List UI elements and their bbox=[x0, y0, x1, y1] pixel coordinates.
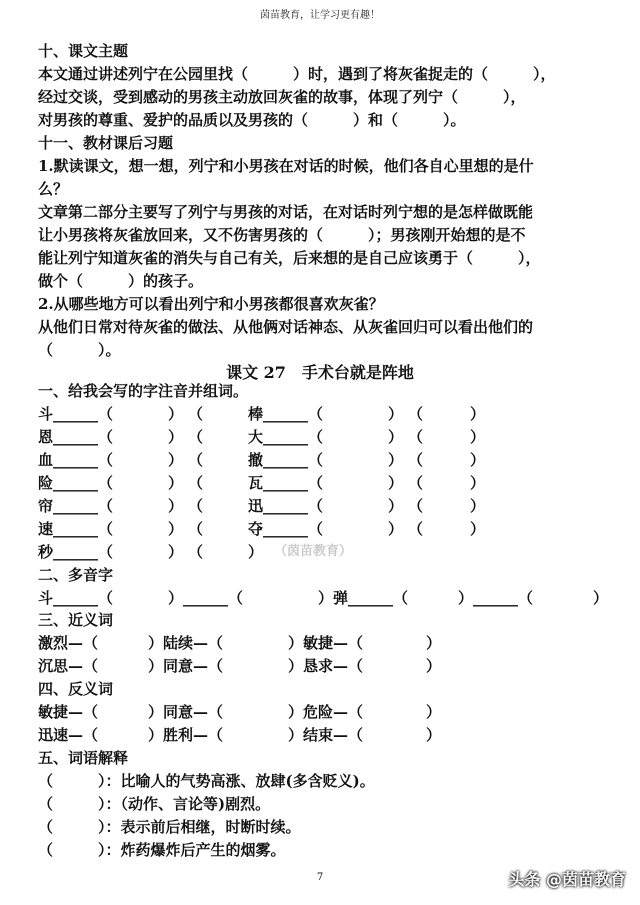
section-11-line-3: 文章第二部分主要写了列宁与男孩的对话，在对话时列宁想的是怎样做既能 bbox=[38, 203, 534, 221]
antonym-seg: ） bbox=[426, 726, 442, 744]
definition-line: （ ）：表示前后相继，时断时续。 bbox=[38, 818, 301, 836]
section-10-line-2: 经过交谈，受到感动的男孩主动放回灰雀的故事，体现了列宁（ ）， bbox=[38, 88, 526, 106]
synonym-row bbox=[38, 655, 458, 677]
part-1-heading: 一、给我会写的字注音并组词。 bbox=[38, 382, 249, 400]
close-paren: ） bbox=[248, 543, 264, 561]
polyphone-seg: ） bbox=[593, 589, 609, 607]
close-paren: ） bbox=[168, 428, 184, 446]
section-11-line-5: 能让列宁知道灰雀的消失与自己有关，后来想的是自己应该勇于（ ）， bbox=[38, 249, 541, 267]
synonym-seg: ） bbox=[426, 634, 442, 652]
char-row-right: 大______（ bbox=[248, 428, 324, 446]
char-row bbox=[38, 472, 598, 494]
definition-line: （ ）：比喻人的气势高涨、放肆(多含贬义)。 bbox=[38, 772, 375, 790]
close-paren: ） bbox=[388, 451, 404, 469]
char-row-right: 瓦______（ bbox=[248, 474, 324, 492]
open-paren: （ bbox=[188, 543, 204, 561]
open-paren: （ bbox=[188, 405, 204, 423]
char-row bbox=[38, 518, 598, 540]
brand-watermark: 头条 @茵苗教育 bbox=[508, 870, 626, 889]
close-paren: ） bbox=[470, 428, 486, 446]
antonym-seg: ）胜利—（ bbox=[148, 726, 224, 744]
section-10-line-1: 本文通过讲述列宁在公园里找（ ）时，遇到了将灰雀捉走的（ ）， bbox=[38, 65, 556, 83]
open-paren: （ bbox=[188, 497, 204, 515]
antonym-row bbox=[38, 701, 458, 723]
antonym-seg: 敏捷—（ bbox=[38, 703, 99, 721]
section-11-heading: 十一、教材课后习题 bbox=[38, 134, 174, 152]
char-row-left: 血______（ bbox=[38, 451, 114, 469]
section-11-line-9: （ ）。 bbox=[38, 341, 121, 359]
close-paren: ） bbox=[168, 405, 184, 423]
part-4-heading: 四、反义词 bbox=[38, 680, 114, 698]
section-11-line-4: 让小男孩将灰雀放回来，又不伤害男孩的（ ）；男孩刚开始想的是不 bbox=[38, 226, 526, 244]
synonym-seg: ） bbox=[426, 657, 442, 675]
synonym-seg: ）敏捷—（ bbox=[288, 634, 364, 652]
char-row-left: 斗______（ bbox=[38, 405, 114, 423]
polyphone-seg: ）弹______（ bbox=[318, 589, 409, 607]
char-row bbox=[38, 449, 598, 471]
close-paren: ） bbox=[470, 497, 486, 515]
synonym-seg: ）陆续—（ bbox=[148, 634, 224, 652]
close-paren: ） bbox=[388, 474, 404, 492]
page-header: 茵苗教育，让学习更有趣！ bbox=[260, 10, 380, 21]
char-row-left: 速______（ bbox=[38, 520, 114, 538]
char-row-left: 险______（ bbox=[38, 474, 114, 492]
antonym-seg: ）危险—（ bbox=[288, 703, 364, 721]
char-row bbox=[38, 426, 598, 448]
close-paren: ） bbox=[470, 451, 486, 469]
open-paren: （ bbox=[408, 405, 424, 423]
watermark: （茵苗教育） bbox=[274, 544, 353, 559]
section-11-line-6: 做个（ ）的孩子。 bbox=[38, 272, 204, 290]
char-row-left: 帘______（ bbox=[38, 497, 114, 515]
definition-line: （ ）：（动作、言论等)剧烈。 bbox=[38, 795, 271, 813]
antonym-row bbox=[38, 724, 458, 746]
open-paren: （ bbox=[188, 520, 204, 538]
char-row-right: 夺______（ bbox=[248, 520, 324, 538]
antonym-seg: ） bbox=[426, 703, 442, 721]
open-paren: （ bbox=[408, 474, 424, 492]
char-row-right: 棒______（ bbox=[248, 405, 324, 423]
section-11-line-8: 从他们日常对待灰雀的做法、从他俩对话神态、从灰雀回归可以看出他们的 bbox=[38, 318, 534, 336]
close-paren: ） bbox=[470, 520, 486, 538]
definition-line: （ ）：炸药爆炸后产生的烟雾。 bbox=[38, 841, 286, 859]
synonym-seg: 沉思—（ bbox=[38, 657, 99, 675]
antonym-seg: ）同意—（ bbox=[148, 703, 224, 721]
char-row-left: 秒______（ bbox=[38, 543, 114, 561]
close-paren: ） bbox=[168, 474, 184, 492]
char-row-right: 迅______（ bbox=[248, 497, 324, 515]
section-11-line-2: 么？ bbox=[38, 180, 69, 198]
close-paren: ） bbox=[168, 543, 184, 561]
section-11-line-1: 1.默读课文，想一想，列宁和小男孩在对话的时候，他们各自心里想的是什 bbox=[38, 157, 534, 175]
char-row bbox=[38, 403, 598, 425]
polyphone-line bbox=[38, 587, 608, 609]
open-paren: （ bbox=[188, 451, 204, 469]
open-paren: （ bbox=[188, 474, 204, 492]
part-2-heading: 二、多音字 bbox=[38, 566, 114, 584]
section-10-heading: 十、课文主题 bbox=[38, 42, 129, 60]
close-paren: ） bbox=[168, 451, 184, 469]
section-11-line-7: 2.从哪些地方可以看出列宁和小男孩都很喜欢灰雀？ bbox=[38, 295, 384, 313]
open-paren: （ bbox=[188, 428, 204, 446]
antonym-seg: ）结束—（ bbox=[288, 726, 364, 744]
page-number: 7 bbox=[316, 872, 324, 883]
char-row bbox=[38, 495, 598, 517]
open-paren: （ bbox=[408, 497, 424, 515]
part-5-heading: 五、词语解释 bbox=[38, 749, 129, 767]
synonym-seg: ）恳求—（ bbox=[288, 657, 364, 675]
synonym-row bbox=[38, 632, 458, 654]
synonym-seg: 激烈—（ bbox=[38, 634, 99, 652]
close-paren: ） bbox=[388, 497, 404, 515]
char-row bbox=[38, 541, 598, 563]
polyphone-seg: ）______（ bbox=[458, 589, 534, 607]
close-paren: ） bbox=[388, 405, 404, 423]
char-row-left: 恩______（ bbox=[38, 428, 114, 446]
close-paren: ） bbox=[388, 428, 404, 446]
part-3-heading: 三、近义词 bbox=[38, 611, 114, 629]
open-paren: （ bbox=[408, 520, 424, 538]
open-paren: （ bbox=[408, 451, 424, 469]
close-paren: ） bbox=[470, 405, 486, 423]
synonym-seg: ）同意—（ bbox=[148, 657, 224, 675]
char-row-right: 撤______（ bbox=[248, 451, 324, 469]
section-10-line-3: 对男孩的尊重、爱护的品质以及男孩的（ ）和（ ）。 bbox=[38, 111, 466, 129]
antonym-seg: 迅速—（ bbox=[38, 726, 99, 744]
close-paren: ） bbox=[168, 497, 184, 515]
close-paren: ） bbox=[168, 520, 184, 538]
lesson-27-title: 课文 27 手术台就是阵地 bbox=[226, 363, 414, 382]
close-paren: ） bbox=[388, 520, 404, 538]
close-paren: ） bbox=[470, 474, 486, 492]
polyphone-seg: ）______（ bbox=[168, 589, 244, 607]
polyphone-seg: 斗______（ bbox=[38, 589, 114, 607]
open-paren: （ bbox=[408, 428, 424, 446]
